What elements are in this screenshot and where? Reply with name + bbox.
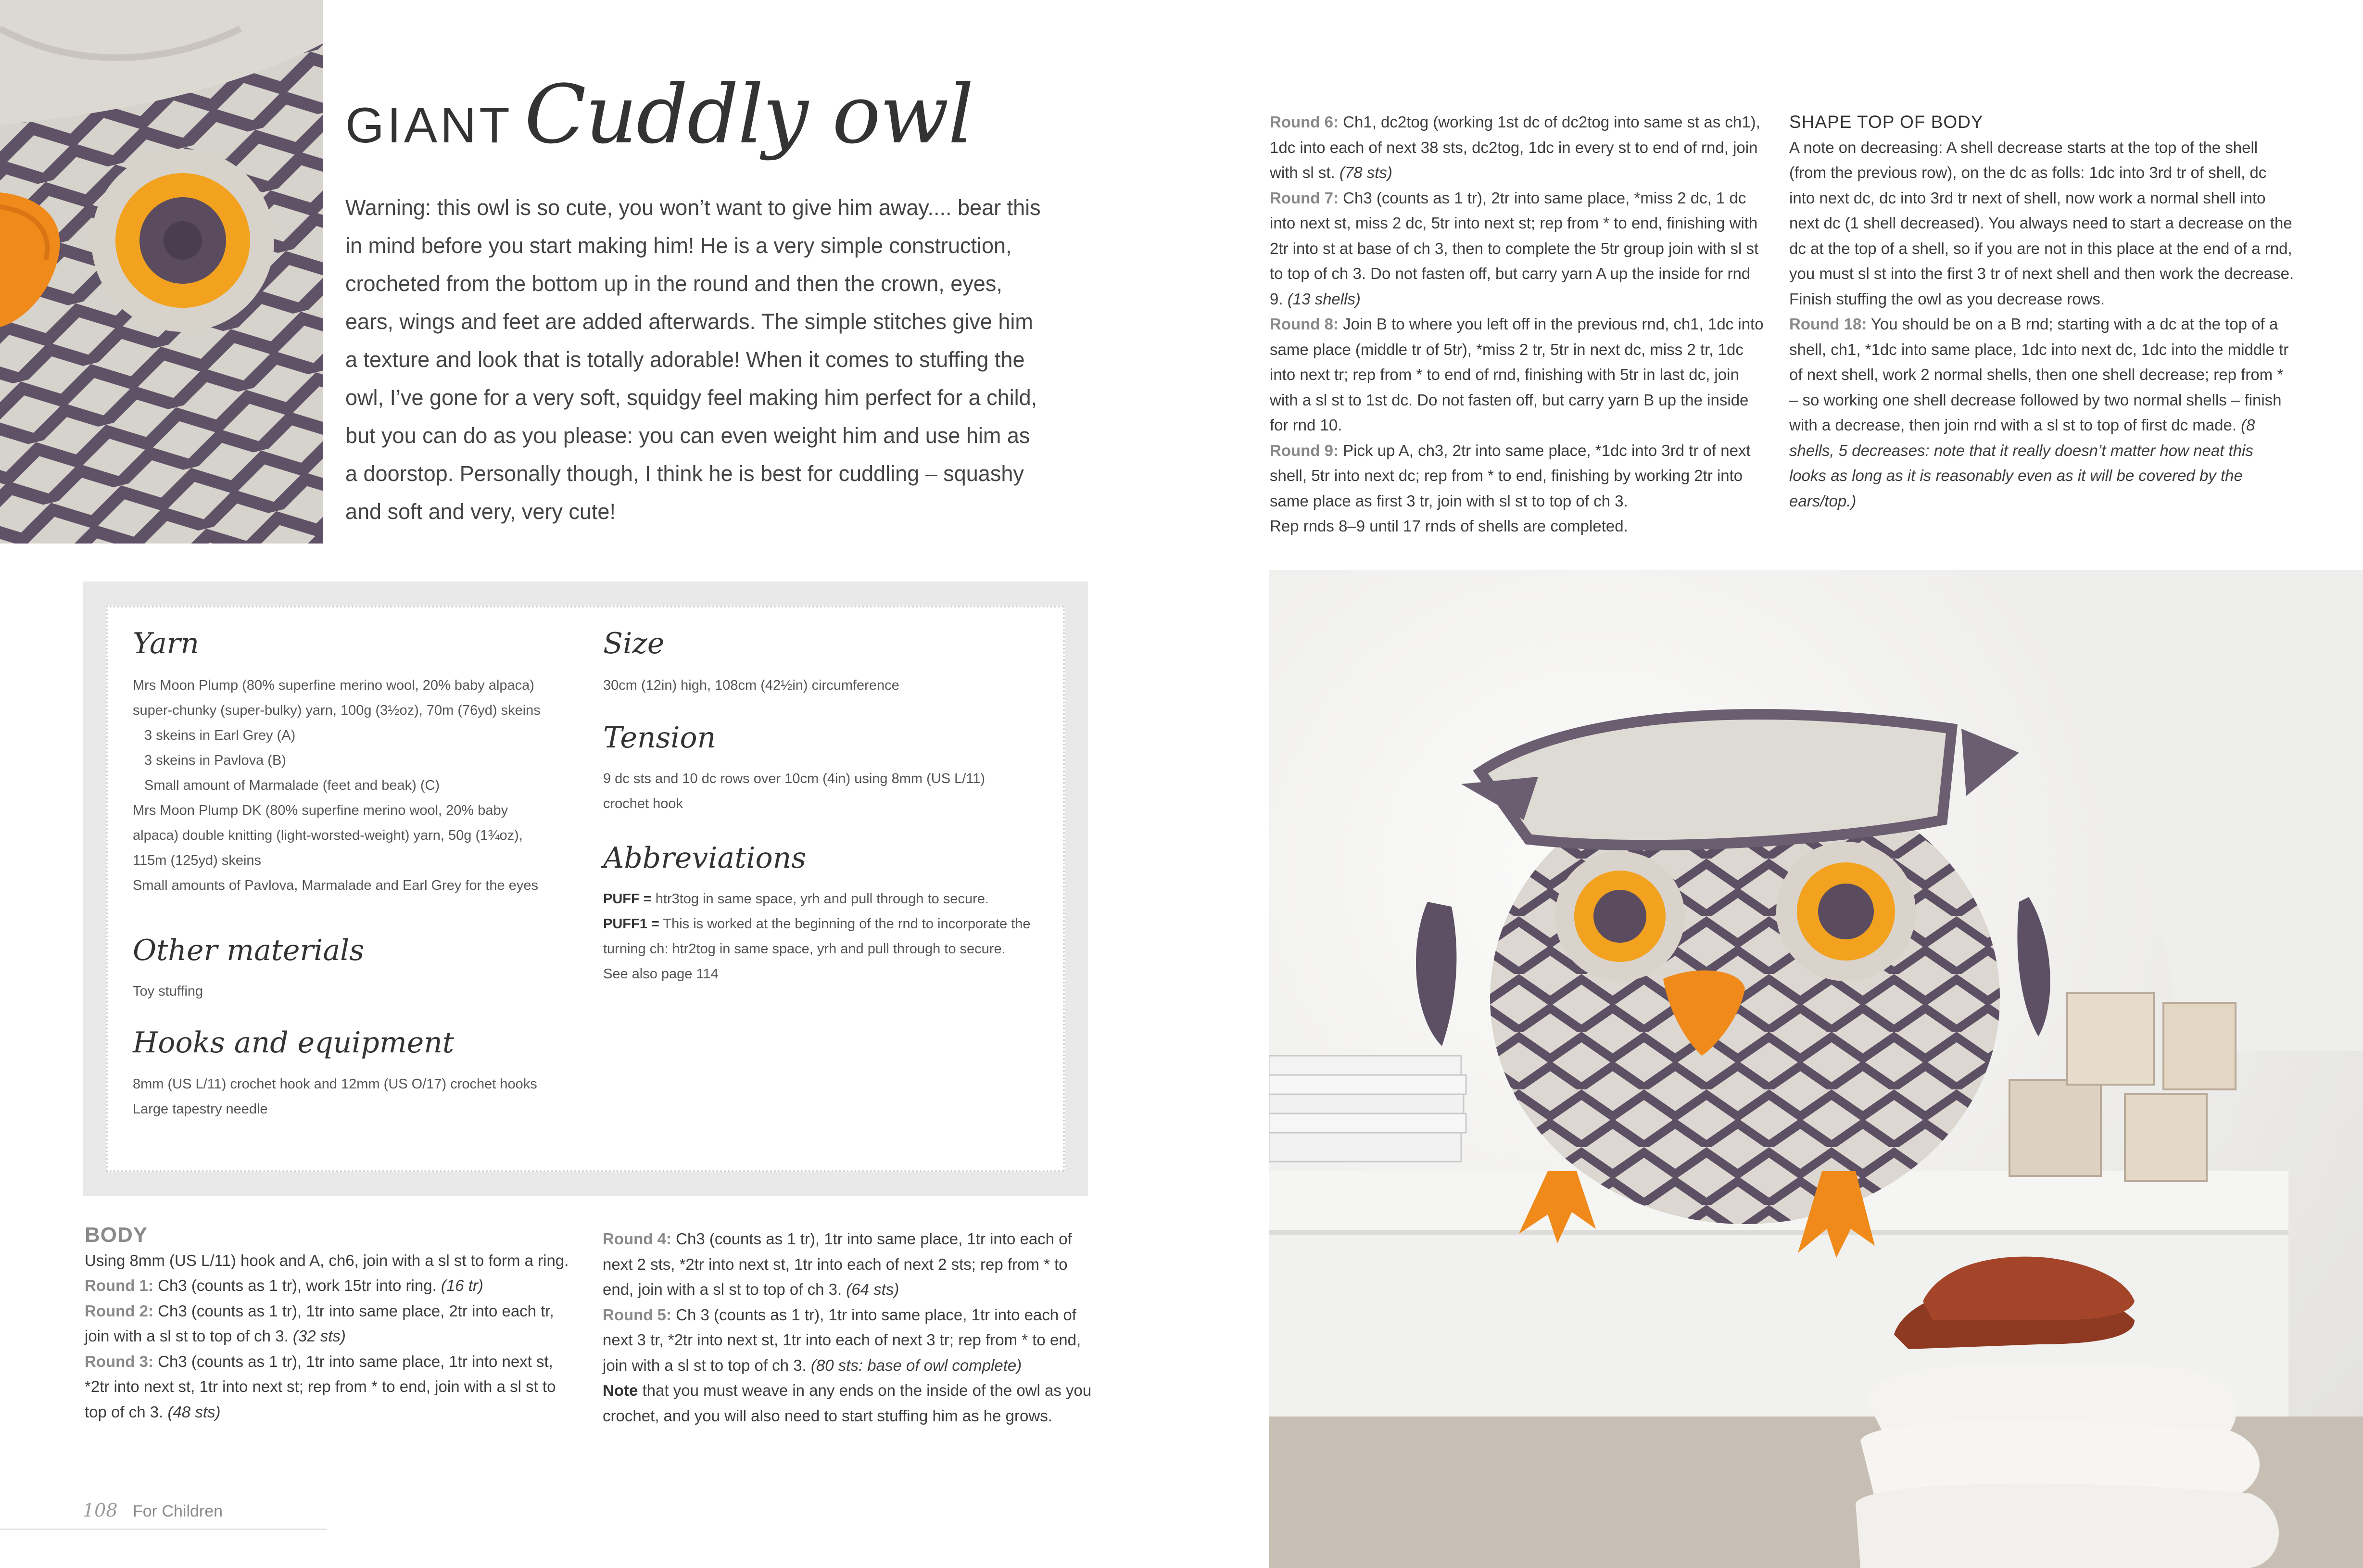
body-heading: BODY <box>85 1223 148 1247</box>
yarn-line: Mrs Moon Plump DK (80% superfine merino wool, 20% baby <box>133 803 508 818</box>
abbrev-puff1: PUFF1 = This is worked at the beginning of the rnd to incorporate the <box>603 916 1031 932</box>
yarn-heading: Yarn <box>133 627 200 660</box>
round-9: Round 9: Pick up A, ch3, 2tr into same place, *1dc into 3rd tr of next shell, 5tr into next dc; rep from * to end, finishing by working 2tr into same place as first 3 tr, join with sl st to top of ch 3. <box>1270 441 1751 510</box>
yarn-line: 3 skeins in Pavlova (B) <box>144 753 286 768</box>
tension-line: crochet hook <box>603 796 683 811</box>
tension-heading: Tension <box>603 721 716 755</box>
materials-inner <box>106 606 1065 1172</box>
yarn-line: 3 skeins in Earl Grey (A) <box>144 728 296 743</box>
page-footer <box>83 1500 223 1521</box>
owl-main-photo <box>1269 570 2363 1568</box>
hooks-line: Large tapestry needle <box>133 1101 268 1117</box>
footer-rule <box>0 1529 327 1530</box>
abbrev-see-also: See also page 114 <box>603 966 719 982</box>
abbrev-puff1-cont: turning ch: htr2tog in same space, yrh and pull through to secure. <box>603 941 1006 957</box>
owl-closeup-illustration <box>0 0 323 544</box>
finish-stuffing: Finish stuffing the owl as you decrease rows. <box>1789 290 2105 308</box>
yarn-list <box>133 673 585 898</box>
round-6: Round 6: Ch1, dc2tog (working 1st dc of dc2tog into same st as ch1), 1dc into each of next 38 sts, dc2tog, 1dc in every st to end of rnd, join with sl st. (78 sts) <box>1270 113 1760 181</box>
yarn-line: Mrs Moon Plump (80% superfine merino wool, 20% baby alpaca) <box>133 678 534 693</box>
body-column-1 <box>85 1223 580 1425</box>
hooks-line: 8mm (US L/11) crochet hook and 12mm (US O/17) crochet hooks <box>133 1076 537 1092</box>
yarn-line: alpaca) double knitting (light-worsted-weight) yarn, 50g (1¾oz), <box>133 828 523 843</box>
page-title <box>345 67 973 173</box>
title-script: Cuddly owl <box>524 67 973 162</box>
yarn-line: super-chunky (super-bulky) yarn, 100g (3½oz), 70m (76yd) skeins <box>133 703 541 718</box>
hooks-list <box>133 1072 585 1122</box>
round-1: Round 1: Ch3 (counts as 1 tr), work 15tr into ring. (16 tr) <box>85 1277 483 1294</box>
rounds-column <box>1270 110 1765 539</box>
other-materials-heading: Other materials <box>133 934 365 967</box>
abbrev-puff: PUFF = htr3tog in same space, yrh and pull through to secure. <box>603 891 989 907</box>
decrease-note: A note on decreasing: A shell decrease starts at the top of the shell (from the previous row), on the dc as folls: 1dc into 3rd tr of shell, dc into next dc, dc into 3rd tr next of shell, now work a normal shell into next dc (1 shell decreased). You always need to start a decrease on the dc at the top of a shell, so if you are not in this place at the end of a rnd, you must sl st into the first 3 tr of next shell and then work the decrease. <box>1789 138 2294 282</box>
tension-text <box>603 766 985 816</box>
note: Note that you must weave in any ends on the inside of the owl as you crochet, and you will also need to start stuffing him as he grows. <box>603 1381 1092 1425</box>
page-number: 108 <box>83 1500 118 1521</box>
section-name: For Children <box>132 1502 223 1520</box>
yarn-line: Small amount of Marmalade (feet and beak) (C) <box>144 778 440 793</box>
owl-closeup-photo <box>0 0 323 544</box>
title-prefix: GIANT <box>345 98 513 153</box>
intro-paragraph: Warning: this owl is so cute, you won’t want to give him away.... bear this in mind before you start making him! He is a very simple construction, crocheted from the bottom up in the round and then the crown, eyes, ears, wings and feet are added afterwards. The simple stitches give him a texture and look that is totally adorable! When it comes to stuffing the owl, I’ve gone for a very soft, squidgy feel making him perfect for a child, but you can do as you please: you can even weight him and use him as a doorstop. Personally though, I think he is best for cuddling – squashy and soft and very, very cute! <box>345 195 1041 524</box>
round-8: Round 8: Join B to where you left off in the previous rnd, ch1, 1dc into same place (middle tr of 5tr), *miss 2 tr, 5tr in next dc, miss 2 tr, 1dc into next tr; rep from * to end of rnd, finishing with 5tr in last dc, join with a sl st to 1st dc. Do not fasten off, but carry yarn B up the inside for rnd 10. <box>1270 315 1764 434</box>
folded-clothes <box>1856 1363 2279 1568</box>
yarn-line: 115m (125yd) skeins <box>133 853 262 868</box>
body-column-2 <box>603 1227 1098 1429</box>
yarn-line: Small amounts of Pavlova, Marmalade and Earl Grey for the eyes <box>133 878 538 893</box>
books <box>1269 1056 1466 1162</box>
body-intro: Using 8mm (US L/11) hook and A, ch6, join with a sl st to form a ring. <box>85 1251 569 1269</box>
tension-line: 9 dc sts and 10 dc rows over 10cm (4in) using 8mm (US L/11) <box>603 771 986 786</box>
round-4: Round 4: Ch3 (counts as 1 tr), 1tr into same place, 1tr into each of next 2 sts, *2tr into next st, 1tr into each of next 2 sts; rep from * to end, join with a sl st to top of ch 3. (64 sts) <box>603 1230 1072 1298</box>
size-heading: Size <box>603 627 665 660</box>
abbreviations-heading: Abbreviations <box>603 841 807 875</box>
other-materials-text: Toy stuffing <box>133 984 203 999</box>
shape-top-column <box>1789 110 2294 514</box>
hooks-heading: Hooks and equipment <box>133 1026 454 1060</box>
repeat-instruction: Rep rnds 8–9 until 17 rnds of shells are completed. <box>1270 517 1628 535</box>
shape-top-heading: SHAPE TOP OF BODY <box>1789 112 1984 132</box>
round-7: Round 7: Ch3 (counts as 1 tr), 2tr into same place, *miss 2 dc, 1 dc into next st, miss 2 dc, 5tr into next st; rep from * to end, finishing with 2tr into st at base of ch 3, then to complete the 5tr group join with sl st to top of ch 3. Do not fasten off, but carry yarn A up the inside for rnd 9. (13 shells) <box>1270 189 1759 308</box>
round-5: Round 5: Ch 3 (counts as 1 tr), 1tr into same place, 1tr into each of next 3 tr, *2tr into next st, 1tr into each of next 3 tr; rep from * to end, join with a sl st to top of ch 3. (80 sts: base of owl complete) <box>603 1305 1081 1374</box>
round-18: Round 18: You should be on a B rnd; starting with a dc at the top of a shell, ch1, *1dc into same place, 1dc into next dc, 1dc into the middle tr of next shell, work 2 normal shells, then one shell decrease; rep from * – so working one shell decrease followed by two normal shells – finish with a decrease, then join rnd with a sl st to top of first dc made. (8 shells, 5 decreases: note that it really doesn’t matter how neat this looks as long as it is reasonably even as it will be covered by the ears/top.) <box>1789 315 2289 510</box>
round-3: Round 3: Ch3 (counts as 1 tr), 1tr into same place, 1tr into next st, *2tr into next st, 1tr into next st; rep from * to end, join with a sl st to top of ch 3. (48 sts) <box>85 1352 556 1421</box>
owl-scene-illustration <box>1269 570 2363 1568</box>
abbreviations-list <box>603 886 1055 986</box>
round-2: Round 2: Ch3 (counts as 1 tr), 1tr into same place, 2tr into each tr, join with a sl st to top of ch 3. (32 sts) <box>85 1302 554 1345</box>
materials-box <box>83 582 1088 1196</box>
size-text: 30cm (12in) high, 108cm (42½in) circumference <box>603 678 899 693</box>
